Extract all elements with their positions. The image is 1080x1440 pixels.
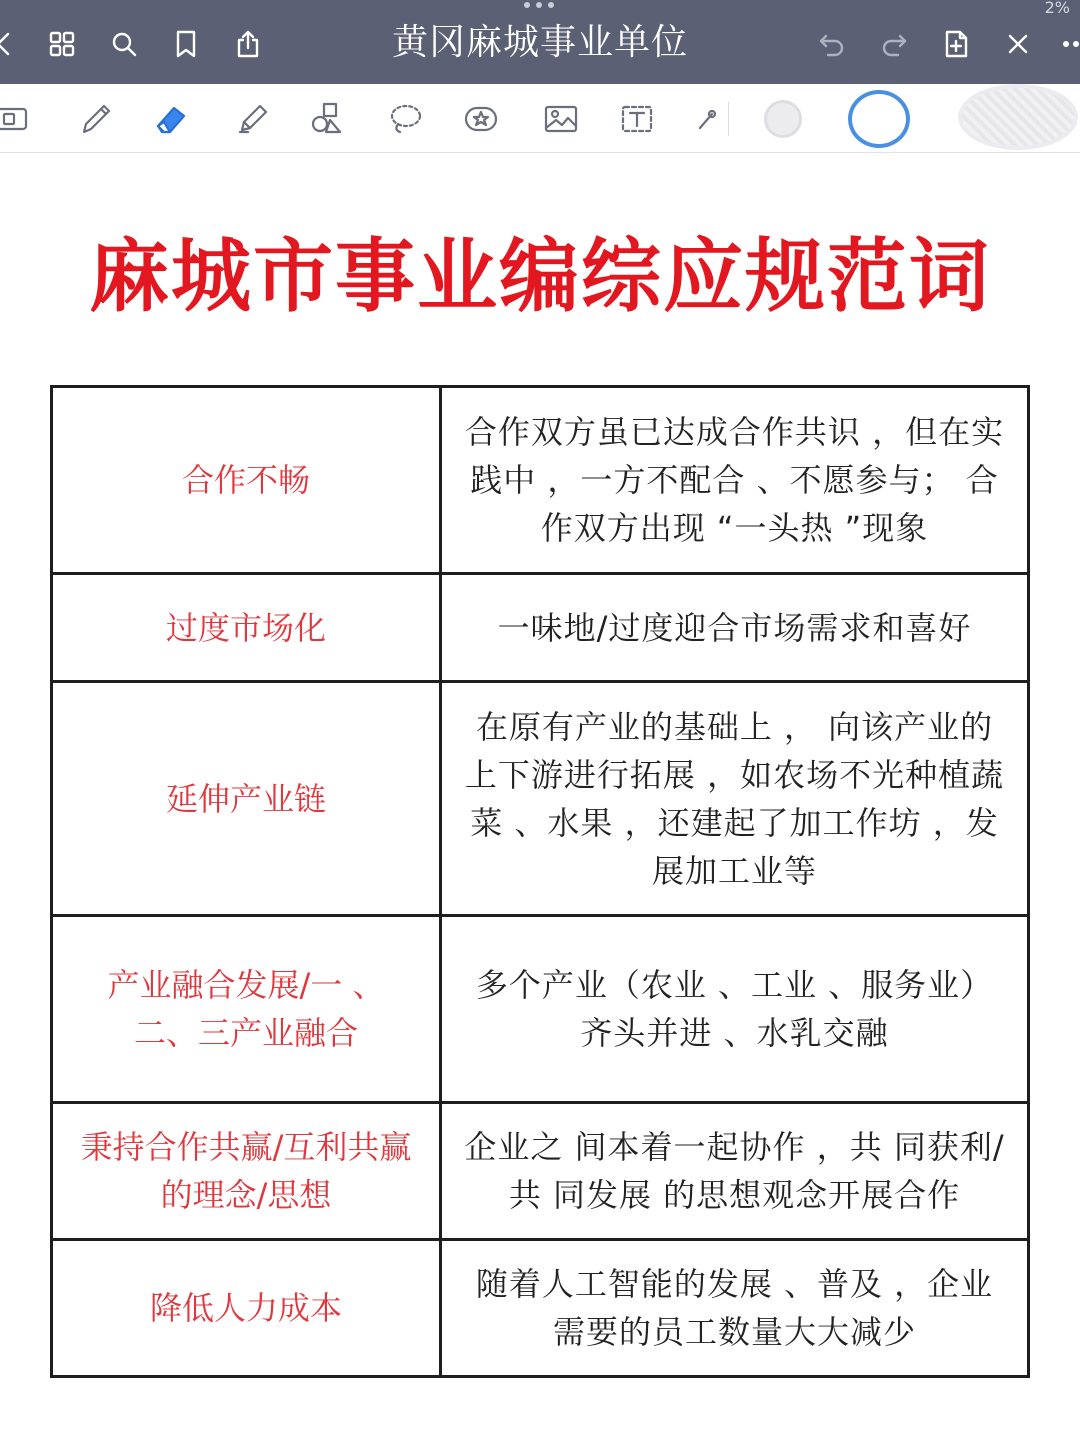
- battery-status: 2%: [1044, 0, 1070, 17]
- color-swatch-pattern[interactable]: [958, 84, 1078, 150]
- pen-icon[interactable]: [74, 98, 116, 140]
- table-row: [52, 916, 1029, 1103]
- page-heading: 麻城市事业编综应规范词: [89, 230, 991, 323]
- term-cell: 产业融合发展/一 、 二、三产业融合: [52, 916, 441, 1103]
- table-row: [52, 682, 1029, 916]
- table-row: [52, 387, 1029, 574]
- shapes-icon[interactable]: [306, 98, 348, 140]
- definition-cell: 随着人工智能的发展 、普及 ，企业需要的员工数量大大减少: [441, 1240, 1029, 1377]
- term-cell: 延伸产业链: [52, 682, 441, 916]
- drawing-toolbar: [0, 84, 1080, 153]
- image-icon[interactable]: [540, 98, 582, 140]
- definition-cell: 一味地/过度迎合市场需求和喜好: [441, 574, 1029, 682]
- highlighter-icon[interactable]: [230, 98, 272, 140]
- eraser-icon[interactable]: [150, 98, 192, 140]
- document-title: 黄冈麻城事业单位: [391, 22, 688, 63]
- table-row: [52, 1103, 1029, 1240]
- color-swatch-selected[interactable]: [848, 90, 910, 148]
- app-title-bar: [0, 0, 1080, 84]
- term-cell: 合作不畅: [52, 387, 441, 574]
- page-thumbnail-icon[interactable]: [0, 98, 34, 140]
- text-box-icon[interactable]: [616, 98, 658, 140]
- toolbar-divider: [728, 102, 729, 136]
- definition-cell: 多个产业（农业 、工业 、服务业） 齐头并进 、水乳交融: [441, 916, 1029, 1103]
- term-cell: 过度市场化: [52, 574, 441, 682]
- more-icon[interactable]: [1058, 26, 1080, 62]
- table-row: [52, 1240, 1029, 1377]
- close-icon[interactable]: [1000, 26, 1036, 62]
- window-grabber[interactable]: [524, 2, 554, 8]
- definition-cell: 合作双方虽已达成合作共识 ，但在实践中 ，一方不配合 、不愿参与； 合作双方出现 “一头热 ”现象: [441, 387, 1029, 574]
- add-page-icon[interactable]: [938, 26, 974, 62]
- sticker-icon[interactable]: [460, 98, 502, 140]
- term-cell: 秉持合作共赢/互利共赢的理念/思想: [52, 1103, 441, 1240]
- vocabulary-table: [50, 385, 1030, 1378]
- laser-pointer-icon[interactable]: [688, 98, 730, 140]
- undo-icon[interactable]: [814, 26, 850, 62]
- redo-icon[interactable]: [876, 26, 912, 62]
- definition-cell: 企业之 间本着一起协作 ，共 同获利/共 同发展 的思想观念开展合作: [441, 1103, 1029, 1240]
- lasso-icon[interactable]: [384, 98, 426, 140]
- term-cell: 降低人力成本: [52, 1240, 441, 1377]
- table-row: [52, 574, 1029, 682]
- definition-cell: 在原有产业的基础上 ， 向该产业的上下游进行拓展 ，如农场不光种植蔬菜 、水果 ，还建起了加工作坊 ，发展加工业等: [441, 682, 1029, 916]
- color-swatch-light-gray[interactable]: [764, 100, 802, 138]
